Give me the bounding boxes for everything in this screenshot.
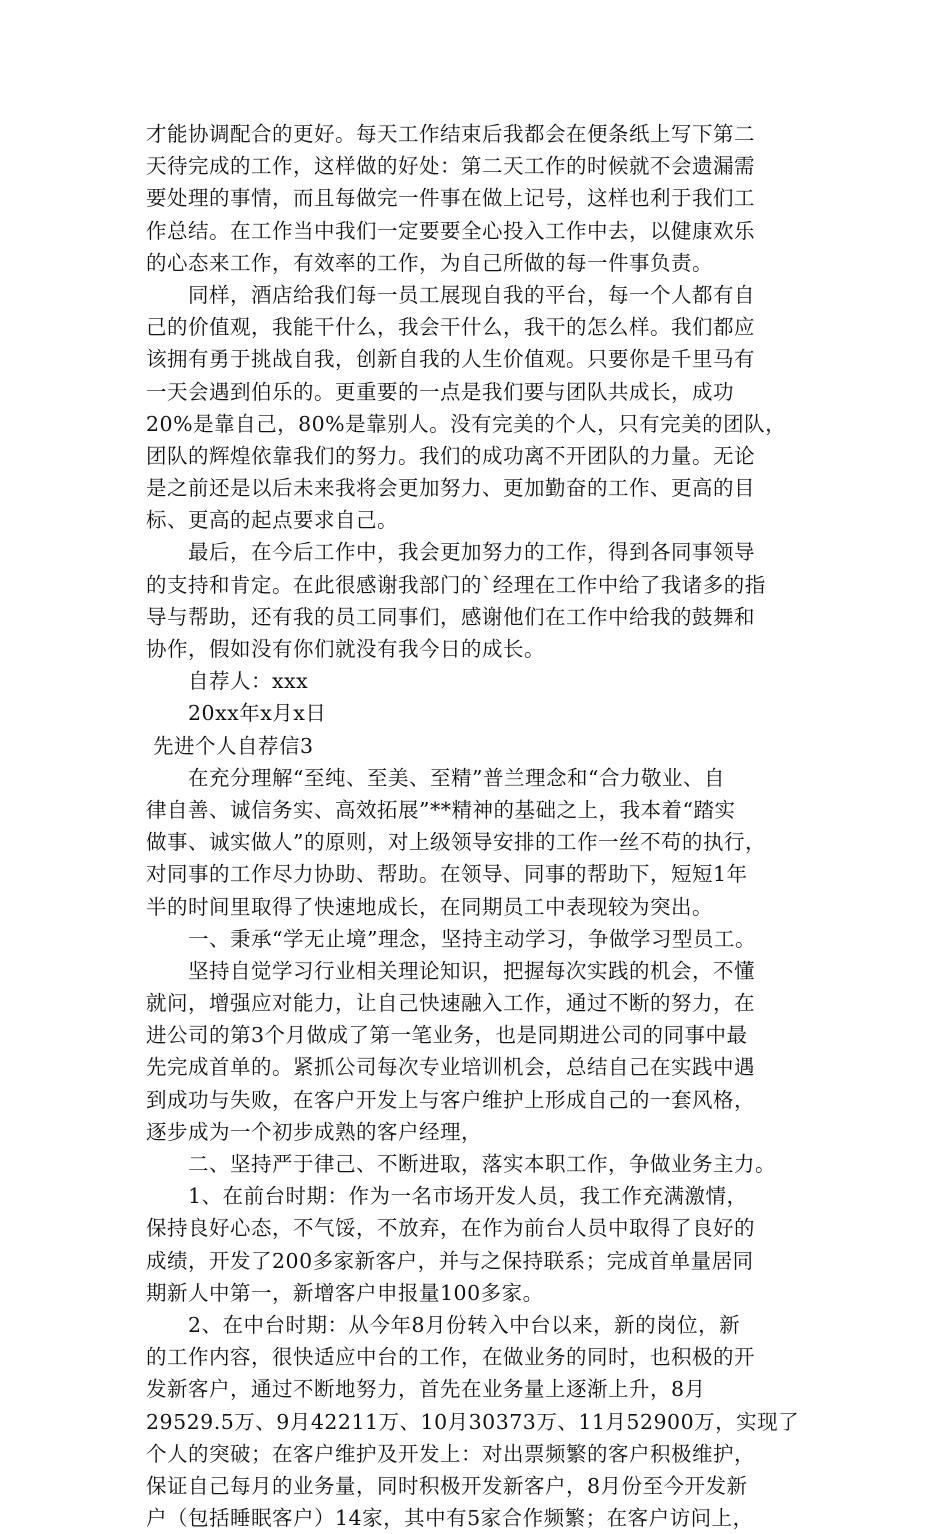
text-line: 二、坚持严于律己、不断进取，落实本职工作，争做业务主力。 — [146, 1152, 776, 1176]
document-body — [146, 118, 826, 1534]
text-line: 该拥有勇于挑战自我，创新自我的人生价值观。只要你是千里马有 — [146, 347, 755, 372]
text-line: 要处理的事情，而且每做完一件事在做上记号，这样也利于我们工 — [146, 186, 755, 211]
text-line: 协作，假如没有你们就没有我今日的成长。 — [146, 637, 545, 661]
text-line: 29529.5万、9月42211万、10月30373万、11月52900万，实现了 — [146, 1409, 800, 1434]
text-line: 半的时间里取得了快速地成长，在同期员工中表现较为突出。 — [146, 894, 713, 919]
text-line: 成绩，开发了200多家新客户，并与之保持联系；完成首单量居同 — [146, 1248, 754, 1273]
text-line: 进公司的第3个月做成了第一笔业务，也是同期进公司的同事中最 — [146, 1023, 748, 1048]
text-line: 到成功与失败，在客户开发上与客户维护上形成自己的一套风格， — [146, 1087, 755, 1112]
text-line: 天待完成的工作，这样做的好处：第二天工作的时候就不会遗漏需 — [146, 154, 755, 179]
text-line: 做事、诚实做人”的原则，对上级领导安排的工作一丝不苟的执行， — [146, 830, 766, 855]
text-line: 律自善、诚信务实、高效拓展”**精神的基础之上，我本着“踏实 — [146, 797, 736, 822]
text-line: 先进个人自荐信3 — [146, 733, 314, 758]
text-line: 同样，酒店给我们每一员工展现自我的平台，每一个人都有自 — [146, 282, 755, 307]
text-line: 在充分理解“至纯、至美、至精”普兰理念和“合力敬业、自 — [146, 765, 725, 790]
text-line: 20xx年x月x日 — [146, 701, 327, 726]
text-line: 期新人中第一，新增客户申报量100多家。 — [146, 1280, 544, 1305]
text-line: 1、在前台时期：作为一名市场开发人员，我工作充满激情， — [146, 1184, 748, 1209]
text-line: 一、秉承“学无止境”理念，坚持主动学习，争做学习型员工。 — [146, 926, 756, 951]
text-line: 标、更高的起点要求自己。 — [146, 508, 398, 533]
text-line: 才能协调配合的更好。每天工作结束后我都会在便条纸上写下第二 — [146, 122, 755, 146]
text-line: 的支持和肯定。在此很感谢我部门的`经理在工作中给了我诸多的指 — [146, 572, 766, 597]
text-line: 团队的辉煌依靠我们的努力。我们的成功离不开团队的力量。无论 — [146, 443, 755, 468]
text-line: 20%是靠自己，80%是靠别人。没有完美的个人，只有完美的团队， — [146, 411, 787, 436]
text-line: 自荐人：xxx — [146, 669, 309, 694]
text-line: 个人的突破；在客户维护及开发上：对出票频繁的客户积极维护， — [146, 1441, 755, 1466]
text-line: 是之前还是以后未来我将会更加努力、更加勤奋的工作、更高的目 — [146, 476, 755, 501]
text-line: 保证自己每月的业务量，同时积极开发新客户，8月份至今开发新 — [146, 1473, 748, 1498]
text-line: 就问，增强应对能力，让自己快速融入工作，通过不断的努力，在 — [146, 991, 755, 1016]
text-line: 2、在中台时期：从今年8月份转入中台以来，新的岗位，新 — [146, 1312, 741, 1337]
text-line: 己的价值观，我能干什么，我会干什么，我干的怎么样。我们都应 — [146, 315, 755, 340]
text-line: 对同事的工作尽力协助、帮助。在领导、同事的帮助下，短短1年 — [146, 862, 748, 887]
text-line: 的心态来工作，有效率的工作，为自己所做的每一件事负责。 — [146, 250, 713, 275]
text-line: 一天会遇到伯乐的。更重要的一点是我们要与团队共成长，成功 — [146, 379, 734, 404]
text-line: 的工作内容，很快适应中台的工作，在做业务的同时，也积极的开 — [146, 1345, 755, 1370]
text-line: 保持良好心态，不气馁，不放弃，在作为前台人员中取得了良好的 — [146, 1216, 755, 1241]
text-line: 最后，在今后工作中，我会更加努力的工作，得到各同事领导 — [146, 540, 755, 565]
text-line: 导与帮助，还有我的员工同事们，感谢他们在工作中给我的鼓舞和 — [146, 604, 755, 629]
text-line: 逐步成为一个初步成熟的客户经理， — [146, 1119, 482, 1144]
text-line: 先完成首单的。紧抓公司每次专业培训机会，总结自己在实践中遇 — [146, 1055, 755, 1080]
text-line: 作总结。在工作当中我们一定要要全心投入工作中去，以健康欢乐 — [146, 218, 755, 243]
text-line: 坚持自觉学习行业相关理论知识，把握每次实践的机会，不懂 — [146, 958, 755, 983]
text-line: 户（包括睡眠客户）14家，其中有5家合作频繁；在客户访问上， — [146, 1506, 754, 1531]
text-line: 发新客户，通过不断地努力，首先在业务量上逐渐上升，8月 — [146, 1377, 706, 1402]
